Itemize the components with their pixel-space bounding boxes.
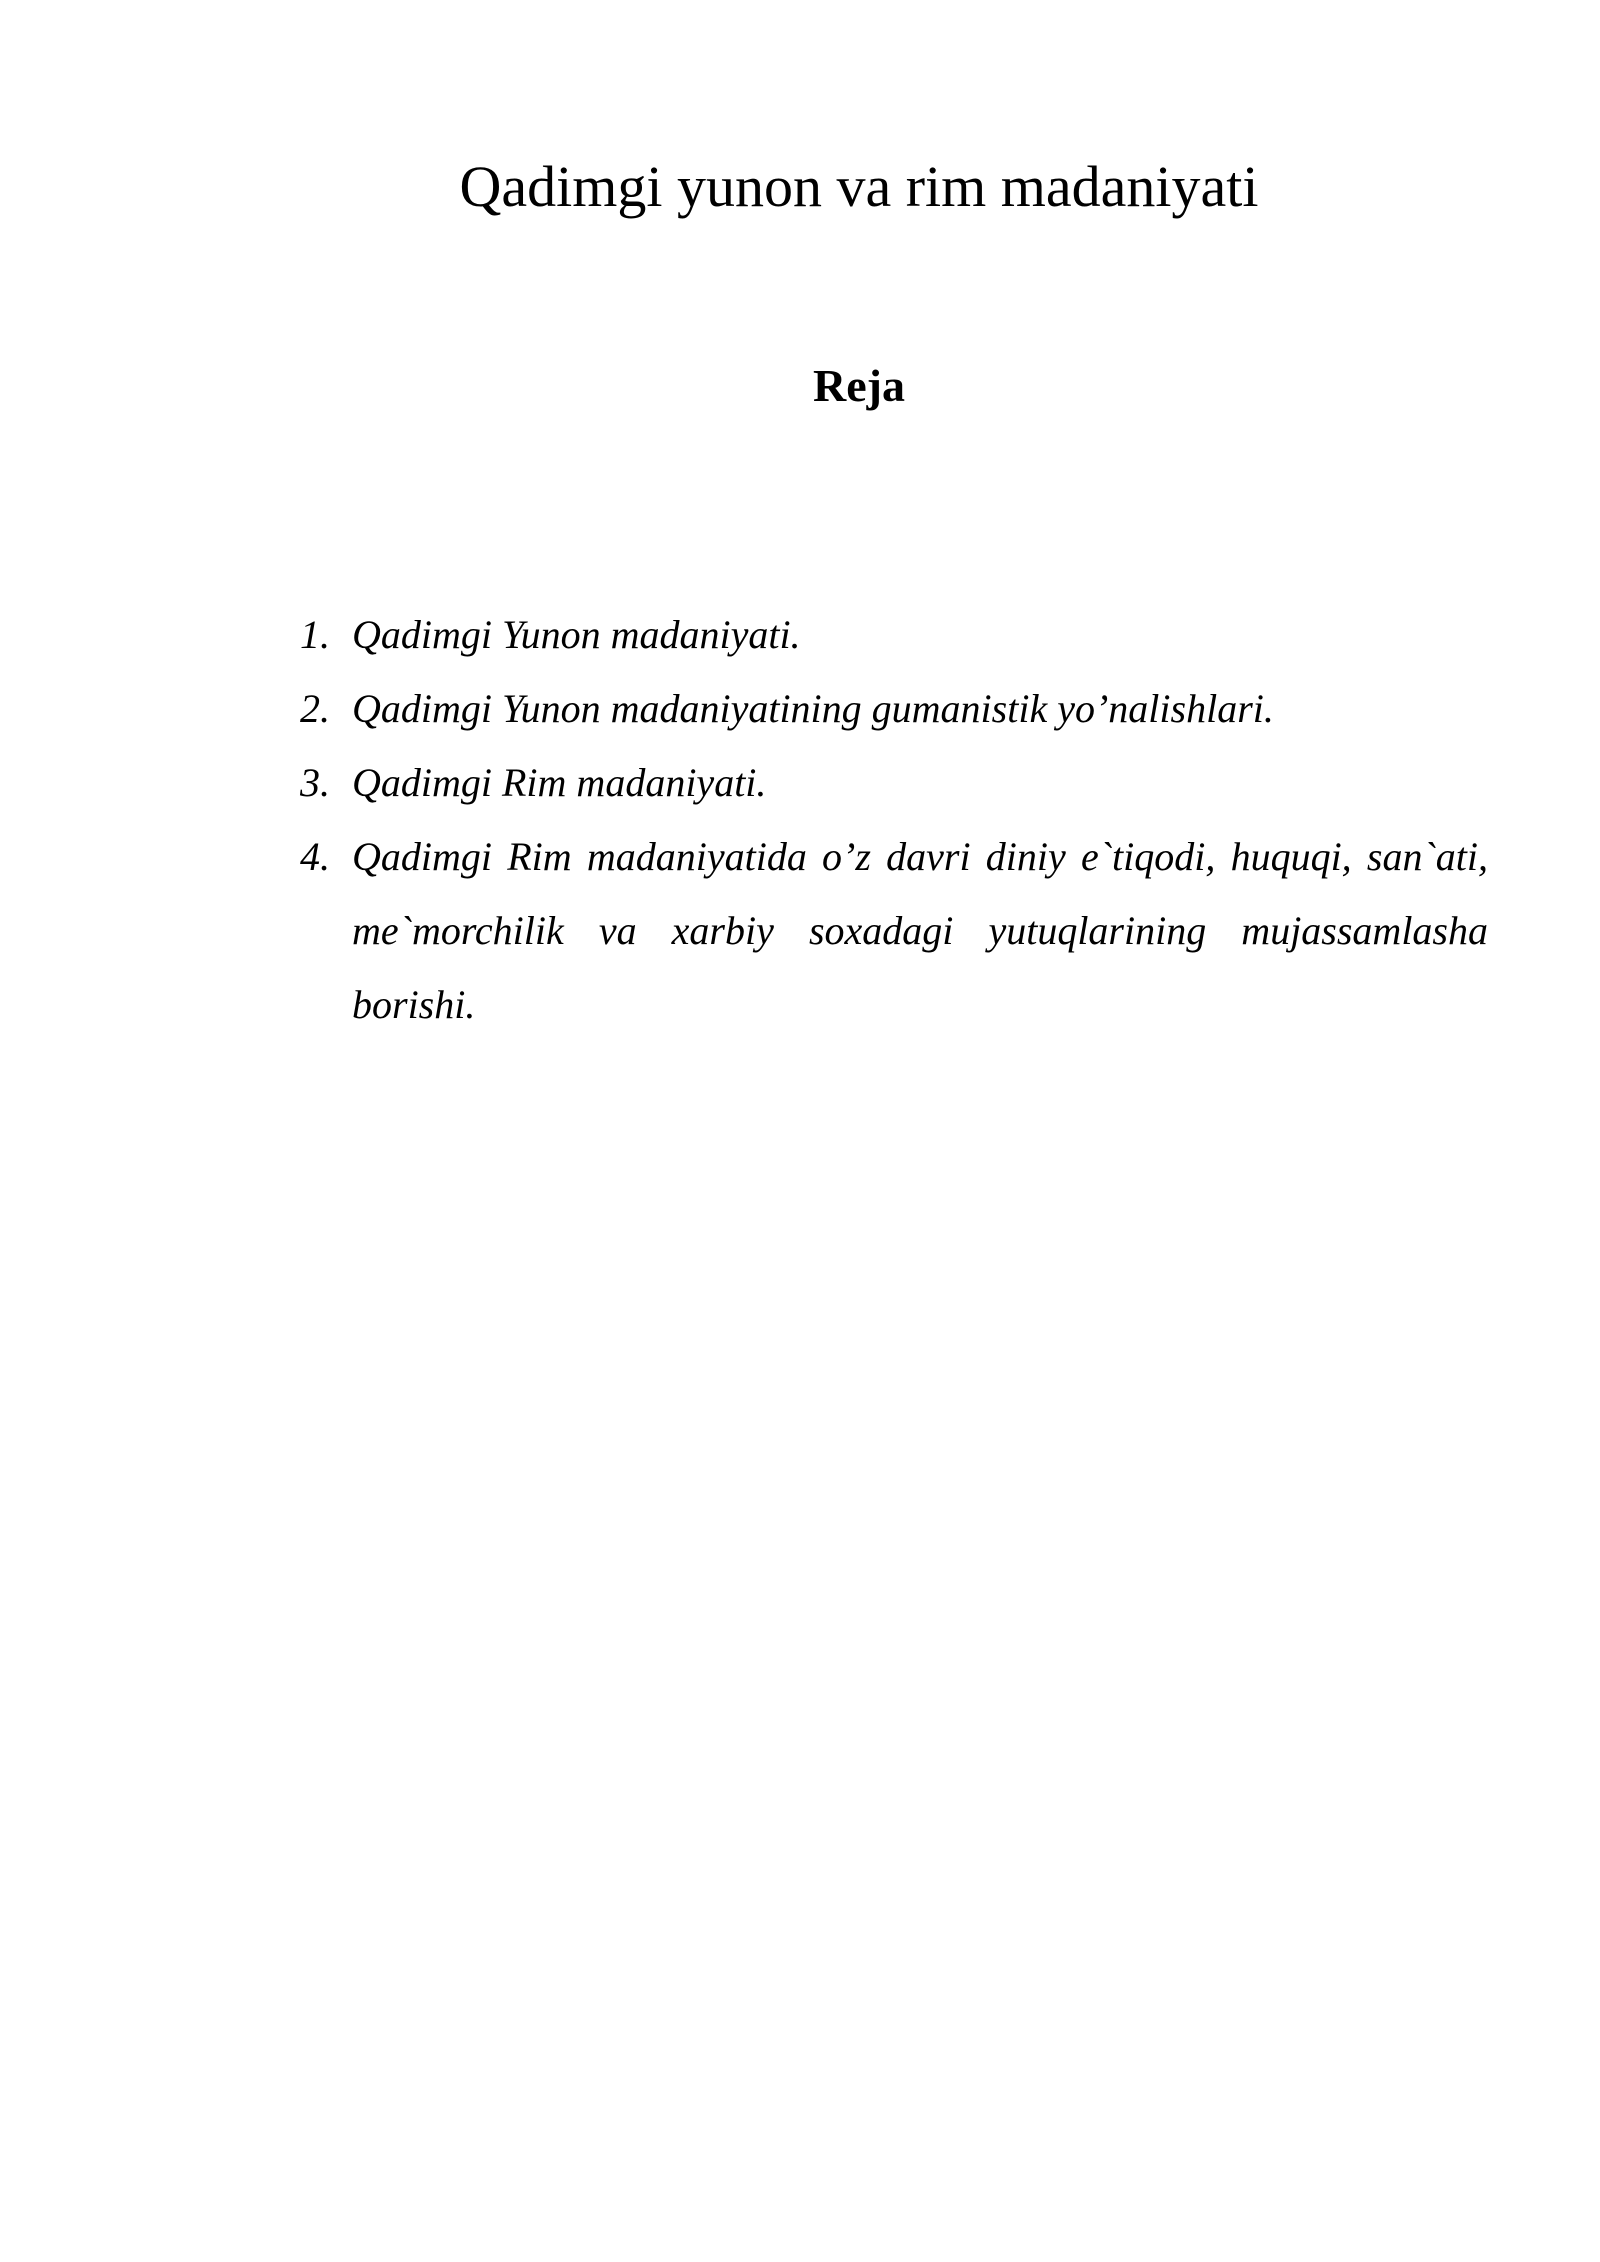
plan-item-number: 3.: [300, 760, 330, 805]
plan-item-text: Qadimgi Rim madaniyatida o’z davri diniy e`tiqodi, huquqi, san`ati, me`morchilik va xarbiy soxadagi yutuqlarining mujassamlasha borishi.: [352, 834, 1488, 1027]
plan-item-number: 4.: [300, 834, 330, 879]
plan-item-text: Qadimgi Rim madaniyati.: [352, 760, 767, 805]
plan-item-number: 2.: [300, 686, 330, 731]
plan-item: [300, 598, 1488, 672]
plan-item-text: Qadimgi Yunon madaniyati.: [352, 612, 801, 657]
plan-heading: Reja: [813, 360, 905, 411]
document-title: Qadimgi yunon va rim madaniyati: [459, 154, 1259, 219]
plan-item: [300, 820, 1488, 1042]
plan-item-text: Qadimgi Yunon madaniyatining gumanistik yo’nalishlari.: [352, 686, 1274, 731]
plan-item: [300, 746, 1488, 820]
plan-list: [300, 598, 1488, 1042]
plan-item: [300, 672, 1488, 746]
plan-item-number: 1.: [300, 612, 330, 657]
